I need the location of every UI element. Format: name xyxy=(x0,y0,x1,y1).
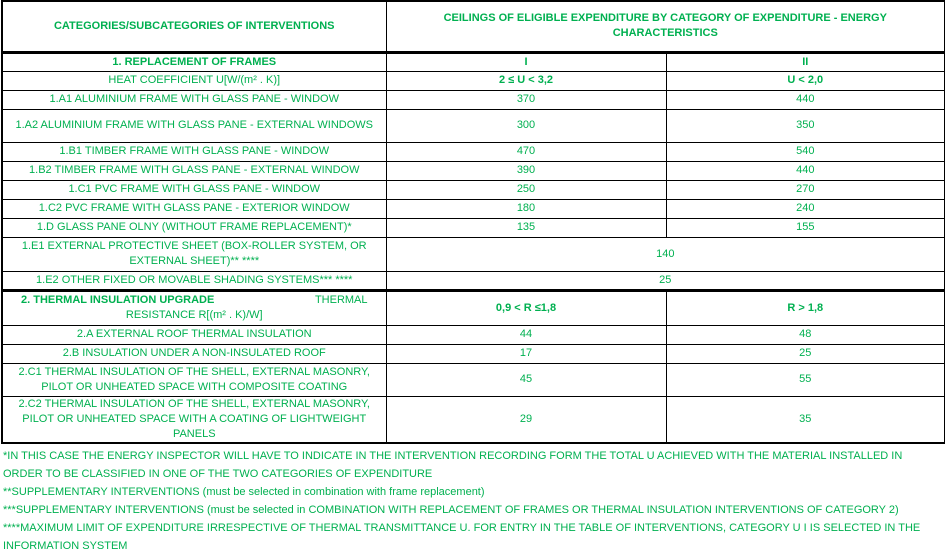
section1-range-ii: U < 2,0 xyxy=(666,71,945,90)
section1-cat-i: I xyxy=(386,52,666,71)
row-value-ii: 25 xyxy=(666,344,945,363)
row-label: 1.C2 PVC FRAME WITH GLASS PANE - EXTERIOR WINDOW xyxy=(2,199,386,218)
table-header-row xyxy=(2,1,945,52)
section2-subtitle: RESISTANCE R[(m² . K)/W] xyxy=(125,309,263,321)
row-value-i: 370 xyxy=(386,90,666,109)
section2-title-cell xyxy=(2,290,386,325)
row-label: 1.B2 TIMBER FRAME WITH GLASS PANE - EXTERNAL WINDOW xyxy=(2,161,386,180)
section2-title-row xyxy=(2,290,945,325)
table-row xyxy=(2,199,945,218)
row-label: 2.A EXTERNAL ROOF THERMAL INSULATION xyxy=(2,325,386,344)
table-row xyxy=(2,142,945,161)
table-row xyxy=(2,325,945,344)
row-value-merged: 140 xyxy=(386,237,945,271)
row-value-i: 135 xyxy=(386,218,666,237)
table-row xyxy=(2,90,945,109)
section2-range-i: 0,9 < R ≤1,8 xyxy=(386,290,666,325)
row-label: 2.C2 THERMAL INSULATION OF THE SHELL, EXTERNAL MASONRY, PILOT OR UNHEATED SPACE WITH A COATING OF LIGHTWEIGHT PANELS xyxy=(2,396,386,443)
header-categories: CATEGORIES/SUBCATEGORIES OF INTERVENTIONS xyxy=(2,1,386,52)
section1-title-row xyxy=(2,52,945,71)
table-row xyxy=(2,218,945,237)
section1-sub-row xyxy=(2,71,945,90)
section2-title-line1 xyxy=(21,293,368,308)
expenditure-table xyxy=(1,0,945,444)
row-label: 1.D GLASS PANE OLNY (WITHOUT FRAME REPLACEMENT)* xyxy=(2,218,386,237)
row-value-i: 45 xyxy=(386,363,666,396)
row-value-ii: 155 xyxy=(666,218,945,237)
row-value-i: 29 xyxy=(386,396,666,443)
row-value-ii: 270 xyxy=(666,180,945,199)
row-value-ii: 240 xyxy=(666,199,945,218)
row-value-i: 180 xyxy=(386,199,666,218)
row-label: 1.A1 ALUMINIUM FRAME WITH GLASS PANE - WINDOW xyxy=(2,90,386,109)
row-value-ii: 55 xyxy=(666,363,945,396)
row-value-i: 250 xyxy=(386,180,666,199)
row-value-i: 44 xyxy=(386,325,666,344)
table-row xyxy=(2,161,945,180)
section1-range-i: 2 ≤ U < 3,2 xyxy=(386,71,666,90)
section1-cat-ii: II xyxy=(666,52,945,71)
header-ceilings: CEILINGS OF ELIGIBLE EXPENDITURE BY CATEGORY OF EXPENDITURE - ENERGY CHARACTERISTICS xyxy=(386,1,945,52)
row-value-ii: 350 xyxy=(666,109,945,142)
section1-subtitle: HEAT COEFFICIENT U[W/(m² . K)] xyxy=(2,71,386,90)
row-value-i: 390 xyxy=(386,161,666,180)
row-value-ii: 35 xyxy=(666,396,945,443)
footnote: ***SUPPLEMENTARY INTERVENTIONS (must be selected in COMBINATION WITH REPLACEMENT OF FRAMES OR THERMAL INSULATION INTERVENTIONS OF CATEGORY 2) xyxy=(3,504,899,516)
row-label: 1.B1 TIMBER FRAME WITH GLASS PANE - WINDOW xyxy=(2,142,386,161)
row-value-ii: 440 xyxy=(666,161,945,180)
footnotes xyxy=(3,447,943,555)
row-value-ii: 540 xyxy=(666,142,945,161)
row-value-ii: 48 xyxy=(666,325,945,344)
table-row xyxy=(2,396,945,443)
table-row xyxy=(2,180,945,199)
table-row xyxy=(2,363,945,396)
section2-title-right: THERMAL xyxy=(314,294,368,306)
table-row xyxy=(2,344,945,363)
row-label: 2.C1 THERMAL INSULATION OF THE SHELL, EXTERNAL MASONRY, PILOT OR UNHEATED SPACE WITH COMPOSITE COATING xyxy=(2,363,386,396)
table-row xyxy=(2,237,945,271)
row-value-ii: 440 xyxy=(666,90,945,109)
section1-title: 1. REPLACEMENT OF FRAMES xyxy=(2,52,386,71)
row-label: 1.A2 ALUMINIUM FRAME WITH GLASS PANE - EXTERNAL WINDOWS xyxy=(2,109,386,142)
row-value-i: 300 xyxy=(386,109,666,142)
row-label: 1.E2 OTHER FIXED OR MOVABLE SHADING SYSTEMS*** **** xyxy=(2,271,386,290)
row-label: 2.B INSULATION UNDER A NON-INSULATED ROOF xyxy=(2,344,386,363)
row-label: 1.C1 PVC FRAME WITH GLASS PANE - WINDOW xyxy=(2,180,386,199)
table-row xyxy=(2,109,945,142)
table-row xyxy=(2,271,945,290)
footnote: **SUPPLEMENTARY INTERVENTIONS (must be selected in combination with frame replacement) xyxy=(3,486,485,498)
row-label: 1.E1 EXTERNAL PROTECTIVE SHEET (BOX-ROLLER SYSTEM, OR EXTERNAL SHEET)** **** xyxy=(2,237,386,271)
footnote: ****MAXIMUM LIMIT OF EXPENDITURE IRRESPECTIVE OF THERMAL TRANSMITTANCE U. FOR ENTRY IN THE TABLE OF INTERVENTIONS, CATEGORY U I IS SELECTED IN THE INFORMATION SYSTEM xyxy=(3,522,921,552)
row-value-i: 470 xyxy=(386,142,666,161)
section2-range-ii: R > 1,8 xyxy=(666,290,945,325)
row-value-merged: 25 xyxy=(386,271,945,290)
section2-title: 2. THERMAL INSULATION UPGRADE xyxy=(21,294,215,306)
row-value-i: 17 xyxy=(386,344,666,363)
footnote: *IN THIS CASE THE ENERGY INSPECTOR WILL HAVE TO INDICATE IN THE INTERVENTION RECORDING FORM THE TOTAL U ACHIEVED WITH THE MATERIAL INSTALLED IN ORDER TO BE CLASSIFIED IN ONE OF THE TWO CATEGORIES OF EXPENDITURE xyxy=(3,450,903,480)
